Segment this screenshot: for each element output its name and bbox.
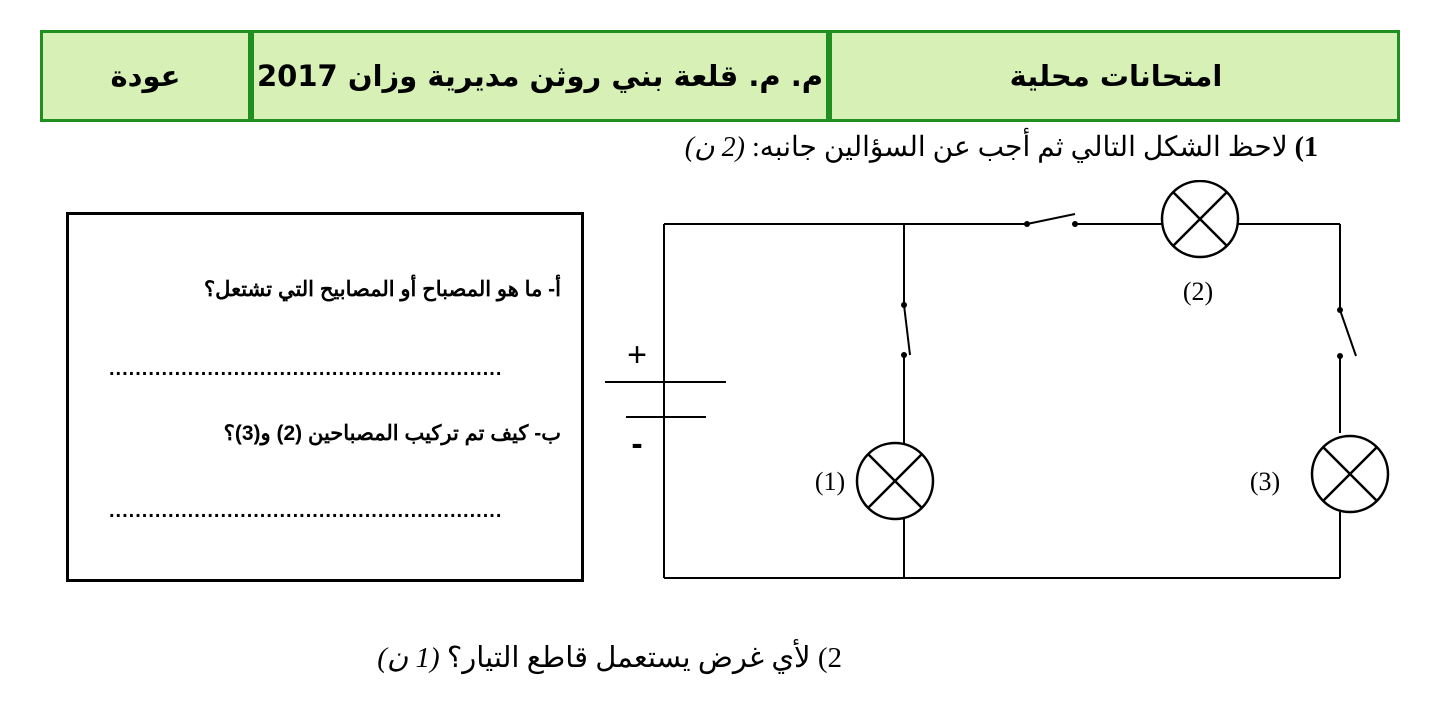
header-table <box>40 30 1400 122</box>
question-1-points: (2 ن) <box>684 132 745 163</box>
top-switch-blade <box>1027 214 1075 224</box>
question-2 <box>377 640 842 675</box>
lamp-3-symbol <box>1312 436 1388 512</box>
question-item-b: ب- كيف تم تركيب المصباحين (2) و(3)؟ <box>223 422 561 445</box>
switch-contact <box>1072 221 1078 227</box>
middle-switch-blade <box>904 305 910 355</box>
question-1-number: 1) <box>1294 132 1318 163</box>
switch-contact <box>1024 221 1030 227</box>
header-cell-return: عودة <box>110 59 181 93</box>
lamp-1-label: (1) <box>814 467 846 496</box>
switch-contact <box>901 302 907 308</box>
answer-line-b: ............................................................ <box>109 500 503 522</box>
question-1 <box>685 130 1318 164</box>
switch-contact <box>1337 353 1343 359</box>
lamp-1-symbol <box>857 443 933 519</box>
question-2-number: 2) <box>817 642 842 674</box>
lamp-2-label: (2) <box>1182 277 1214 306</box>
question-1-text: لاحظ الشكل التالي ثم أجب عن السؤالين جانبه: <box>751 132 1288 163</box>
header-cell-school: م. م. قلعة بني روثن مديرية وزان 2017 <box>257 59 824 93</box>
header-cell-exam-type: امتحانات محلية <box>1009 59 1223 93</box>
battery-plus-label: + <box>627 336 647 374</box>
question-2-points: (1 ن) <box>377 642 440 674</box>
question-box <box>66 212 584 582</box>
question-item-a: أ- ما هو المصباح أو المصابيح التي تشتعل؟ <box>204 278 561 301</box>
circuit-diagram <box>590 180 1390 600</box>
question-2-text: لأي غرض يستعمل قاطع التيار؟ <box>446 642 811 674</box>
switch-contact <box>1337 307 1343 313</box>
switch-contact <box>901 352 907 358</box>
battery-minus-label: - <box>631 425 643 463</box>
right-switch-blade <box>1340 310 1356 356</box>
answer-line-a: ............................................................ <box>109 358 503 380</box>
lamp-3-label: (3) <box>1249 467 1281 496</box>
lamp-2-symbol <box>1162 181 1238 257</box>
